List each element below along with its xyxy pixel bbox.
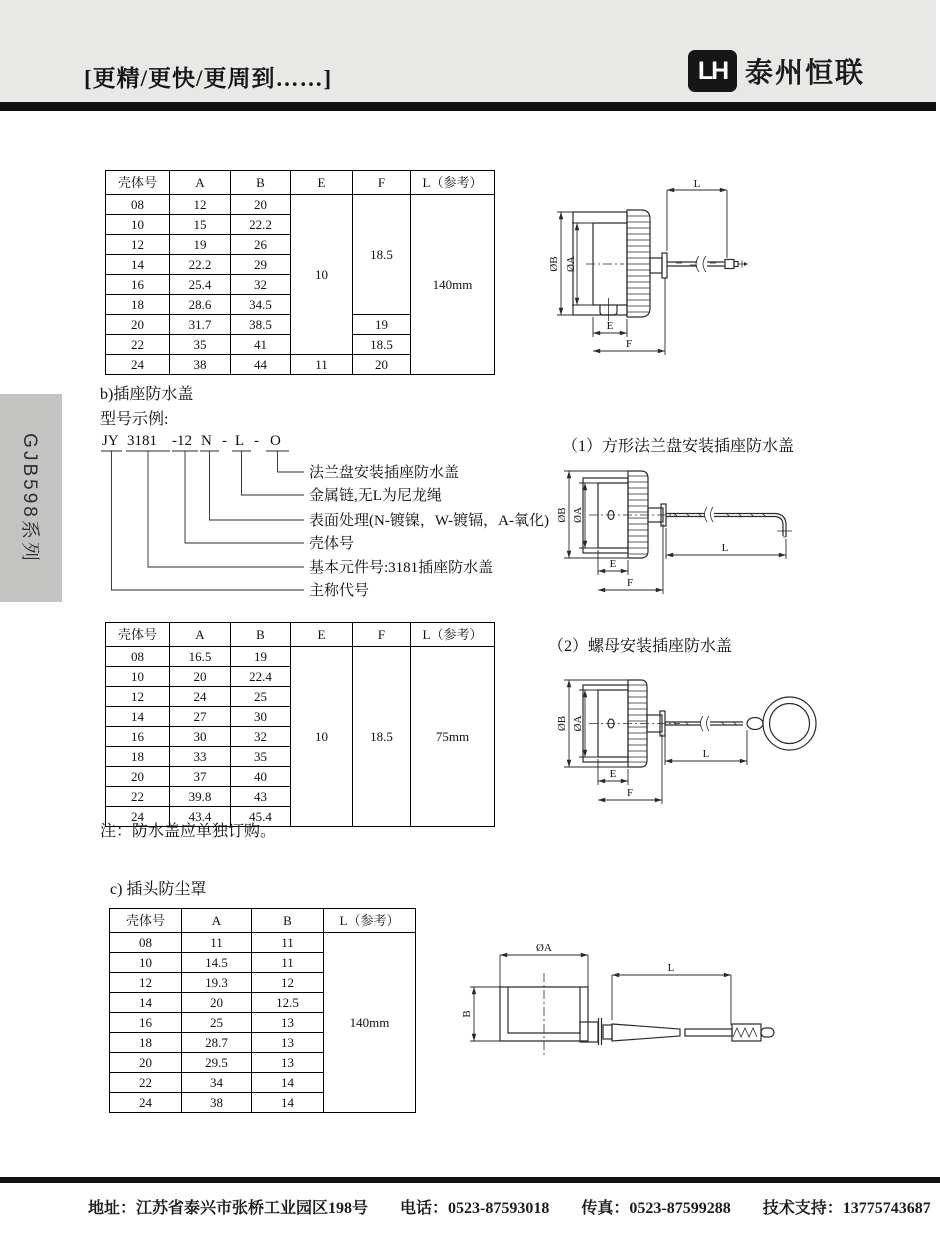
section-c-title: c) 插头防尘罩 xyxy=(110,881,207,898)
model-code-part: 3181 xyxy=(127,433,157,449)
column-header: A xyxy=(170,623,231,647)
table-cell: 14 xyxy=(110,993,182,1013)
table-cell: 12 xyxy=(170,195,231,215)
header-divider xyxy=(0,102,936,111)
model-code-part: N xyxy=(201,433,212,449)
column-header: B xyxy=(231,171,291,195)
table-cell: 20 xyxy=(170,667,231,687)
dim-label-l: L xyxy=(721,542,729,554)
table-cell: 14 xyxy=(252,1093,324,1113)
table-row xyxy=(106,195,495,215)
table-cell: 35 xyxy=(170,335,231,355)
dim-label-e: E xyxy=(609,558,617,570)
table-cell: 22 xyxy=(106,335,170,355)
dim-label-f: F xyxy=(626,787,634,799)
dim-label-e: E xyxy=(606,320,614,332)
model-code-part: - xyxy=(254,433,259,449)
table3 xyxy=(109,908,416,1113)
dim-label-phi-a: ØA xyxy=(565,256,577,272)
model-callout: 金属链,无L为尼龙绳 xyxy=(309,488,442,504)
table-cell: 34.5 xyxy=(231,295,291,315)
table-cell: 16.5 xyxy=(170,647,231,667)
table-cell: 25 xyxy=(182,1013,252,1033)
table-cell: 19 xyxy=(231,647,291,667)
dust-cap-drawing xyxy=(462,940,782,1065)
column-header: 壳体号 xyxy=(106,171,170,195)
table-cell: 11 xyxy=(291,355,353,375)
table-cell: 44 xyxy=(231,355,291,375)
column-header: E xyxy=(291,171,353,195)
table-cell: 18 xyxy=(106,295,170,315)
table-cell: 08 xyxy=(110,933,182,953)
table-cell: 38 xyxy=(182,1093,252,1113)
table-cell: 28.7 xyxy=(182,1033,252,1053)
table-cell: 43 xyxy=(231,787,291,807)
table-cell: 28.6 xyxy=(170,295,231,315)
table-cell: 13 xyxy=(252,1033,324,1053)
column-header: 壳体号 xyxy=(110,909,182,933)
table-header-row xyxy=(110,909,416,933)
dim-label-l: L xyxy=(667,962,675,974)
table-cell: 24 xyxy=(110,1093,182,1113)
table-cell: 20 xyxy=(110,1053,182,1073)
page-footer xyxy=(0,1177,940,1218)
table-cell: 40 xyxy=(231,767,291,787)
dim-label-l: L xyxy=(702,748,710,760)
table2 xyxy=(105,622,495,827)
model-callout: 主称代号 xyxy=(309,583,370,599)
table-cell: 34 xyxy=(182,1073,252,1093)
table-cell: 140mm xyxy=(324,933,416,1113)
brand-name: 泰州恒联 xyxy=(745,57,866,88)
dim-label-l: L xyxy=(693,178,701,190)
table-cell: 10 xyxy=(291,195,353,355)
table-cell: 33 xyxy=(170,747,231,767)
table-cell: 12 xyxy=(106,687,170,707)
column-header: A xyxy=(182,909,252,933)
footer-support: 技术支持：13775743687 xyxy=(762,1200,931,1217)
model-code-part: L xyxy=(235,433,245,449)
table-cell: 24 xyxy=(106,355,170,375)
table-cell: 16 xyxy=(106,727,170,747)
column-header: B xyxy=(252,909,324,933)
page-header xyxy=(0,0,936,102)
table-row xyxy=(110,933,416,953)
section-b-title: b)插座防水盖 xyxy=(100,386,194,403)
table-cell: 10 xyxy=(106,215,170,235)
table-cell: 19.3 xyxy=(182,973,252,993)
flange-cover-drawing xyxy=(545,440,805,605)
table-cell: 22 xyxy=(106,787,170,807)
dim-label-f: F xyxy=(625,338,633,350)
table-cell: 08 xyxy=(106,647,170,667)
dim-label-b: B xyxy=(461,1010,473,1018)
column-header: L（参考） xyxy=(324,909,416,933)
table-cell: 32 xyxy=(231,275,291,295)
table-cell: 35 xyxy=(231,747,291,767)
table-cell: 11 xyxy=(252,953,324,973)
table-cell: 18 xyxy=(106,747,170,767)
table-cell: 140mm xyxy=(411,195,495,375)
table-cell: 14 xyxy=(106,255,170,275)
table-cell: 14 xyxy=(106,707,170,727)
table-cell: 75mm xyxy=(411,647,495,827)
table-cell: 10 xyxy=(106,667,170,687)
table-cell: 16 xyxy=(110,1013,182,1033)
model-code-diagram xyxy=(92,430,562,602)
table-cell: 22.4 xyxy=(231,667,291,687)
fig1-title: （1）方形法兰盘安装插座防水盖 xyxy=(562,438,795,455)
model-callout: 基本元件号:3181插座防水盖 xyxy=(309,560,494,576)
column-header: L（参考） xyxy=(411,623,495,647)
model-example-label: 型号示例: xyxy=(100,411,169,428)
table-cell: 43.4 xyxy=(170,807,231,827)
table-cell: 38 xyxy=(170,355,231,375)
model-code-part: JY xyxy=(102,433,119,449)
column-header: A xyxy=(170,171,231,195)
column-header: F xyxy=(353,171,411,195)
table-cell: 20 xyxy=(106,315,170,335)
table-cell: 30 xyxy=(170,727,231,747)
table-cell: 20 xyxy=(106,767,170,787)
table-cell: 27 xyxy=(170,707,231,727)
table-cell: 38.5 xyxy=(231,315,291,335)
model-code-part: -12 xyxy=(172,433,192,449)
series-tab-label: GJB598系列 xyxy=(18,432,40,564)
nut-cover-drawing xyxy=(545,648,835,813)
model-code-part: - xyxy=(222,433,227,449)
column-header: B xyxy=(231,623,291,647)
table-row xyxy=(106,647,495,667)
dim-label-phi-a: ØA xyxy=(572,715,584,732)
dim-label-phi-b: ØB xyxy=(556,507,568,523)
table-cell: 18 xyxy=(110,1033,182,1053)
table-cell: 15 xyxy=(170,215,231,235)
dim-label-phi-b: ØB xyxy=(548,256,560,272)
company-logo xyxy=(688,50,865,92)
footer-fax: 传真：0523-87599288 xyxy=(581,1200,731,1217)
table-cell: 29.5 xyxy=(182,1053,252,1073)
table-cell: 24 xyxy=(170,687,231,707)
table-cell: 20 xyxy=(231,195,291,215)
series-tab xyxy=(0,394,62,602)
table-cell: 18.5 xyxy=(353,335,411,355)
table-header-row xyxy=(106,171,495,195)
column-header: 壳体号 xyxy=(106,623,170,647)
table-cell: 14 xyxy=(252,1073,324,1093)
table-header-row xyxy=(106,623,495,647)
rope-cap-drawing xyxy=(550,180,760,370)
column-header: L（参考） xyxy=(411,171,495,195)
model-callout: 法兰盘安装插座防水盖 xyxy=(309,465,460,481)
footer-address: 地址：江苏省泰兴市张桥工业园区198号 xyxy=(88,1200,369,1217)
logo-mark-icon: LH xyxy=(688,50,737,92)
table-cell: 22.2 xyxy=(170,255,231,275)
table-cell: 32 xyxy=(231,727,291,747)
footer-phone: 电话：0523-87593018 xyxy=(400,1200,550,1217)
dim-label-phi-a: ØA xyxy=(536,942,552,954)
table-cell: 22 xyxy=(110,1073,182,1093)
table-cell: 10 xyxy=(291,647,353,827)
table-cell: 19 xyxy=(170,235,231,255)
column-header: F xyxy=(353,623,411,647)
table1 xyxy=(105,170,495,375)
fig2-title: （2）螺母安装插座防水盖 xyxy=(548,638,733,655)
table-cell: 11 xyxy=(182,933,252,953)
table-cell: 12 xyxy=(110,973,182,993)
dim-label-phi-b: ØB xyxy=(556,715,568,732)
dim-label-f: F xyxy=(626,577,634,589)
table-cell: 12.5 xyxy=(252,993,324,1013)
table-cell: 20 xyxy=(353,355,411,375)
dim-label-phi-a: ØA xyxy=(572,507,584,523)
table-cell: 19 xyxy=(353,315,411,335)
table-cell: 18.5 xyxy=(353,647,411,827)
table-cell: 29 xyxy=(231,255,291,275)
table-cell: 08 xyxy=(106,195,170,215)
table-cell: 12 xyxy=(252,973,324,993)
table-cell: 30 xyxy=(231,707,291,727)
table-cell: 16 xyxy=(106,275,170,295)
table-cell: 41 xyxy=(231,335,291,355)
table-cell: 10 xyxy=(110,953,182,973)
table-cell: 25.4 xyxy=(170,275,231,295)
table-cell: 12 xyxy=(106,235,170,255)
table-cell: 18.5 xyxy=(353,195,411,315)
model-code-part: O xyxy=(270,433,281,449)
table-cell: 39.8 xyxy=(170,787,231,807)
table-cell: 37 xyxy=(170,767,231,787)
model-callout: 壳体号 xyxy=(309,536,355,552)
table-cell: 26 xyxy=(231,235,291,255)
table-cell: 45.4 xyxy=(231,807,291,827)
table-cell: 24 xyxy=(106,807,170,827)
header-slogan: [更精/更快/更周到……] xyxy=(84,66,333,91)
table-cell: 13 xyxy=(252,1013,324,1033)
model-callout: 表面处理(N-镀镍，W-镀镉，A-氧化) xyxy=(309,513,549,529)
column-header: E xyxy=(291,623,353,647)
table-cell: 14.5 xyxy=(182,953,252,973)
table-cell: 31.7 xyxy=(170,315,231,335)
table-cell: 13 xyxy=(252,1053,324,1073)
table-cell: 25 xyxy=(231,687,291,707)
table-cell: 11 xyxy=(252,933,324,953)
dim-label-e: E xyxy=(609,768,617,780)
table-cell: 22.2 xyxy=(231,215,291,235)
table2-note: 注：防水盖应单独订购。 xyxy=(100,823,277,840)
table-cell: 20 xyxy=(182,993,252,1013)
